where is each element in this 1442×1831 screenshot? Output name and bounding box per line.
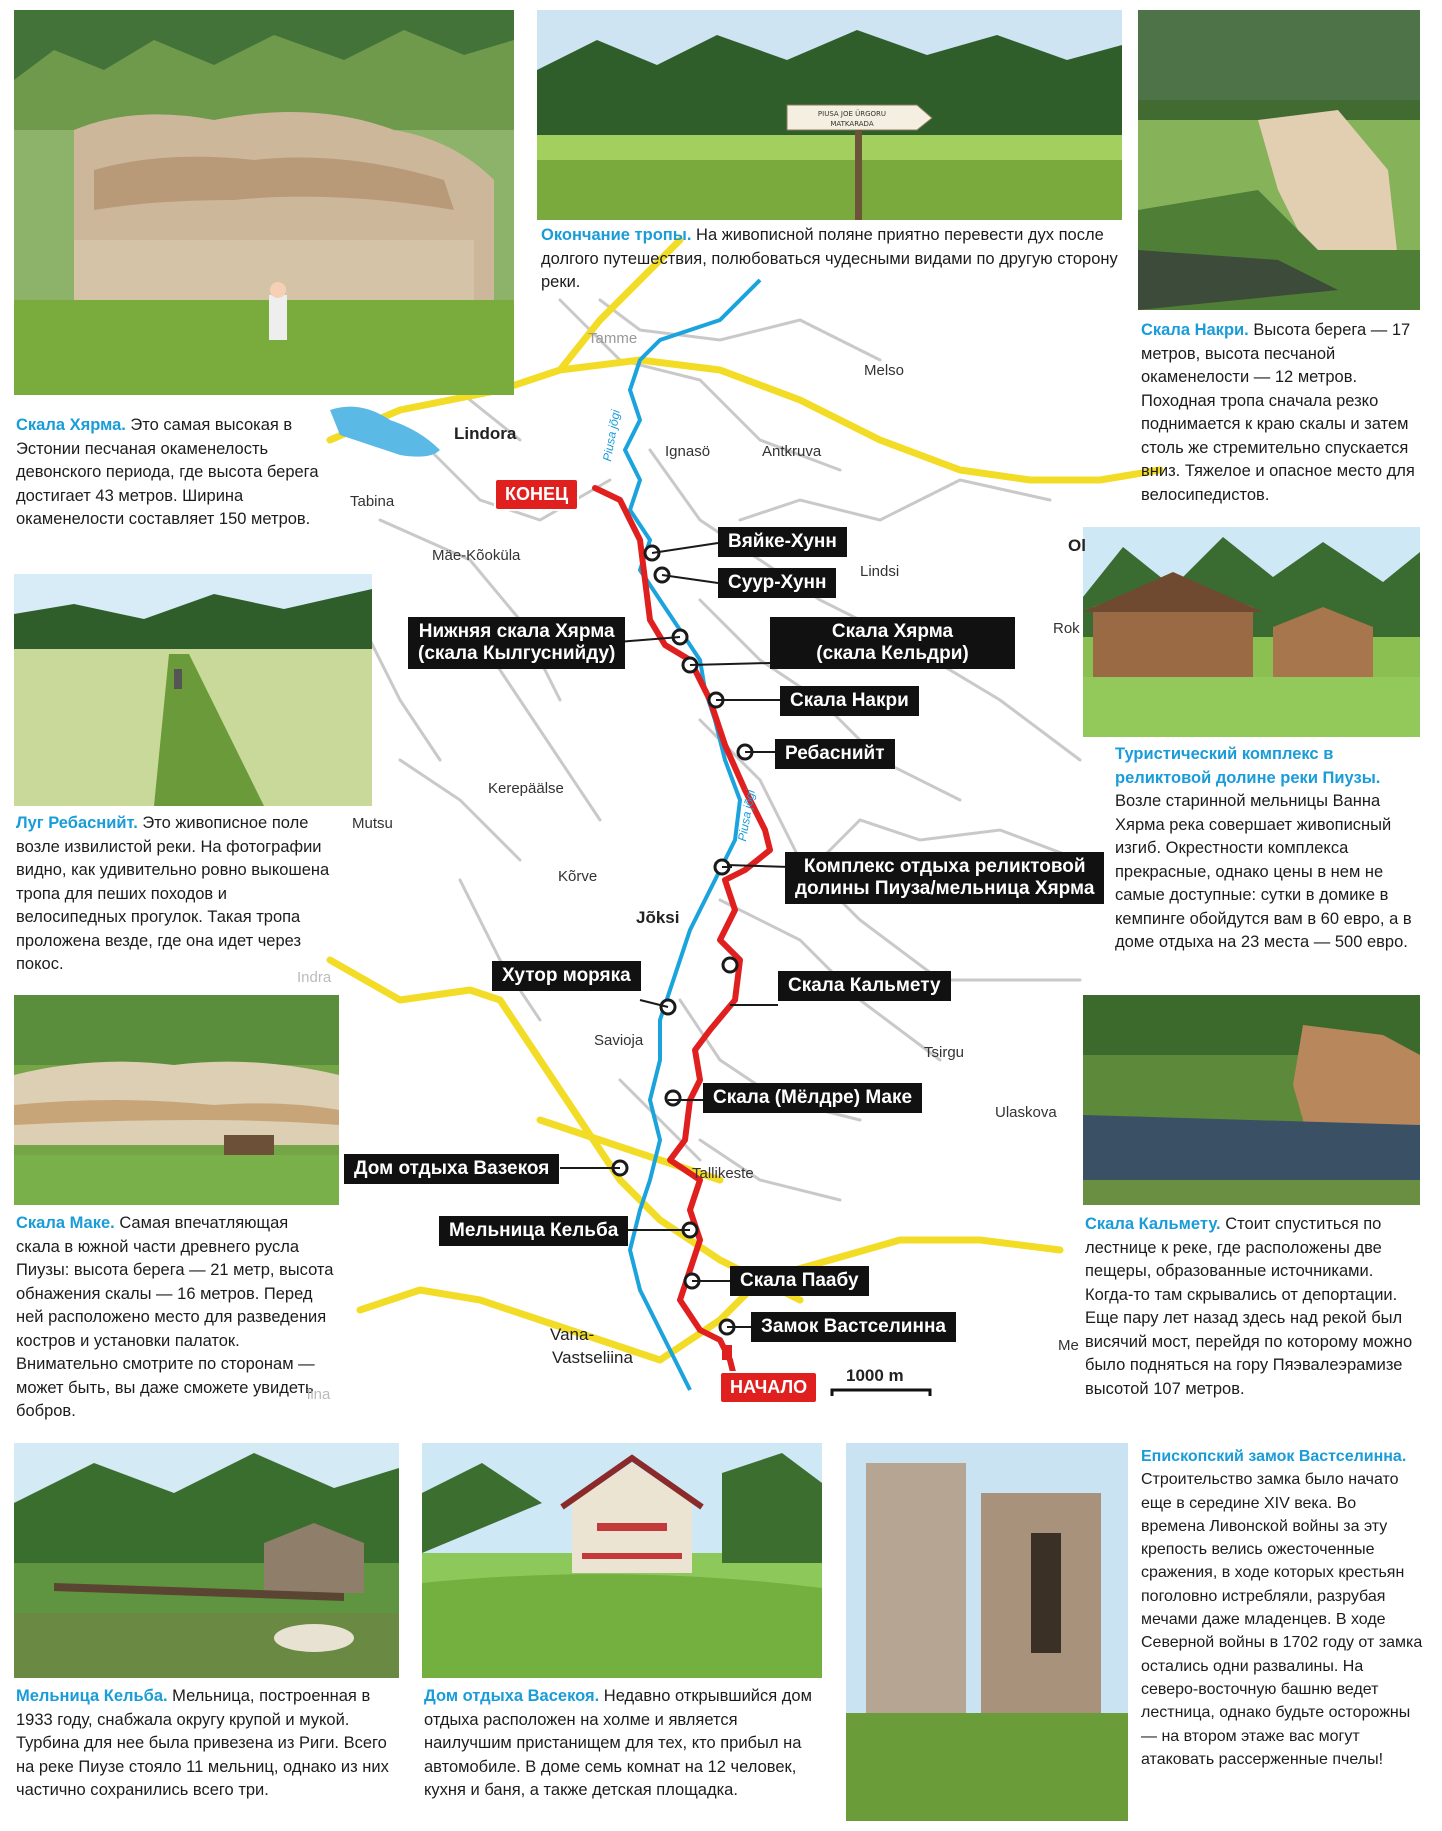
photo-harma-cliff xyxy=(14,10,514,395)
photo-nakri xyxy=(1138,10,1420,310)
caption-make: Скала Маке. Самая впечатляющая скала в южной части древнего русла Пиузы: высота берега — 21 метр, высота обнажения скалы — 16 метров. Перед ней расположено место для разведения костров и установки палаток. Внимательно смотрите по сторонам — может быть, вы даже сможете увидеть бобров. xyxy=(16,1214,334,1420)
photo-tourist-complex xyxy=(1083,527,1420,737)
label-vaike-hunn: Вяйке-Хунн xyxy=(718,527,847,557)
svg-text:PIUSA JOE ÜRGORU: PIUSA JOE ÜRGORU xyxy=(817,110,887,118)
place-melso: Melso xyxy=(864,362,905,379)
place-lindsi: Lindsi xyxy=(860,563,900,580)
river-label-2: Piusa jõgi xyxy=(735,788,758,843)
label-sailor-farm: Хутор моряка xyxy=(492,961,641,991)
place-vastseliina: Vastseliina xyxy=(552,1348,633,1367)
photo-make-cliff xyxy=(14,995,339,1205)
place-me: Me xyxy=(1058,1337,1079,1354)
label-castle: Замок Вастселинна xyxy=(751,1312,956,1342)
svg-text:MATKARADA: MATKARADA xyxy=(830,120,874,128)
caption-meadow: Луг Ребаснийт. Это живописное поле возле извилистой реки. На фотографии видно, как удивительно ровно выкошена тропа для пеших походов и велосипедных прогулок. Такая тропа проложена везде, где она идет через покос. xyxy=(16,814,330,973)
place-tabina: Tabina xyxy=(350,493,395,510)
river-label-1: Piusa jõgi xyxy=(600,408,623,463)
caption-kalmetu: Скала Кальмету. Стоит спуститься по лестнице к реке, где расположены две пещеры, образованные источниками. Когда-то там скрывались от депортации. Еще пару лет назад здесь над рекой был висячий мост, перейдя по которому можно было подняться на гору Пяэвалеэрамизе высотой 107 метров. xyxy=(1085,1215,1413,1398)
place-ignaso: Ignasö xyxy=(665,443,711,460)
place-lindora: Lindora xyxy=(454,424,517,443)
place-tsirgu: Tsirgu xyxy=(924,1044,965,1061)
photo-meadow xyxy=(14,574,372,806)
place-antkruva: Antkruva xyxy=(762,443,822,460)
label-harma: Скала Хярма (скала Кельдри) xyxy=(770,617,1015,669)
photo-kalmetu-cliff xyxy=(1083,995,1420,1205)
castle-marker-icon xyxy=(722,1345,732,1360)
scale-label: 1000 m xyxy=(846,1366,904,1385)
place-ol: Ol xyxy=(1068,536,1086,555)
label-lower-harma: Нижняя скала Хярма (скала Кылгуснийду) xyxy=(408,617,625,669)
place-joksi: Jõksi xyxy=(636,908,680,927)
place-kerepaalse: Kerepäälse xyxy=(488,780,564,797)
label-rebasniit: Ребаснийт xyxy=(775,739,895,769)
photo-trail-end xyxy=(537,10,1122,220)
route-end-label: КОНЕЦ xyxy=(494,478,579,511)
caption-vasekoya: Дом отдыха Васекоя. Недавно открывшийся дом отдыха расположен на холме и является наилучшим пристанищем для тех, кто прибыл на автомобиле. В доме семь комнат на 12 человек, кухня и баня, а также детская площадка. xyxy=(424,1687,812,1799)
photo-castle xyxy=(846,1443,1128,1821)
place-tamme: Tamme xyxy=(588,330,638,347)
caption-trail-end: Окончание тропы. На живописной поляне приятно перевести дух после долгого путешествия, полюбоваться чудесными видами по другую сторону реки. xyxy=(541,226,1118,291)
label-complex: Комплекс отдыха реликтовой долины Пиуза/мельница Хярма xyxy=(785,852,1104,904)
label-make: Скала (Мёлдре) Маке xyxy=(703,1083,922,1113)
place-savioja: Savioja xyxy=(594,1032,644,1049)
place-ulaskova: Ulaskova xyxy=(995,1104,1057,1121)
label-paabu: Скала Паабу xyxy=(730,1266,869,1296)
label-kalmetu: Скала Кальмету xyxy=(778,971,951,1001)
place-vana: Vana- xyxy=(550,1325,595,1344)
label-nakri: Скала Накри xyxy=(780,686,919,716)
photo-vasekoya-house xyxy=(422,1443,822,1678)
place-indra: Indra xyxy=(297,969,332,986)
caption-nakri: Скала Накри. Высота берега — 17 метров, высота песчаной окаменелости — 12 метров. Походная тропа сначала резко поднимается к краю скалы и затем столь же стремительно спускается вниз. Тяжелое и опасное место для велосипедистов. xyxy=(1141,321,1415,504)
label-kelba: Мельница Кельба xyxy=(439,1216,628,1246)
caption-harma: Скала Хярма. Это самая высокая в Эстонии песчаная окаменелость девонского периода, где высота берега достигает 43 метров. Ширина окаменелости составляет 150 метров. xyxy=(16,416,319,528)
place-lina: lina xyxy=(307,1386,331,1403)
caption-complex: Туристический комплекс в реликтовой долине реки Пиузы. Возле старинной мельницы Ванна Хярма река совершает живописный изгиб. Окрестности комплекса прекрасные, однако цены в нем не самые доступные: сутки в домике в кемпинге обойдутся вам в 60 евро, а в доме отдыха на 23 места — 500 евро. xyxy=(1115,745,1412,951)
place-mae-kookula: Mäe-Kõoküla xyxy=(432,547,521,564)
photo-kelba-mill xyxy=(14,1443,399,1678)
label-suur-hunn: Суур-Хунн xyxy=(718,568,836,598)
place-korve: Kõrve xyxy=(558,868,598,885)
place-mutsu: Mutsu xyxy=(352,815,393,832)
route-start-label: НАЧАЛО xyxy=(719,1371,818,1404)
caption-kelba: Мельница Кельба. Мельница, построенная в 1933 году, снабжала округу крупой и мукой. Турбина для нее была привезена из Риги. Всего на реке Пиузе стояло 11 мельниц, однако из них частично сохранились всего три. xyxy=(16,1687,389,1799)
label-vazekoya: Дом отдыха Вазекоя xyxy=(344,1154,559,1184)
place-tallikeste: Tallikeste xyxy=(692,1165,754,1182)
place-rok: Rok xyxy=(1053,620,1080,637)
caption-castle: Епископский замок Вастселинна. Строительство замка было начато еще в середине XIV века. Во времена Ливонской войны за эту крепость велись ожесточенные сражения, в ходе которых крестьян поголовно истребляли, разрубая мечами даже младенцев. В ходе Северной войны в 1702 году от замка остались одни развалины. На северо-восточную башню ведет лестница, однако будьте осторожны — на втором этаже вас могут атаковать рассерженные пчелы! xyxy=(1141,1448,1423,1768)
